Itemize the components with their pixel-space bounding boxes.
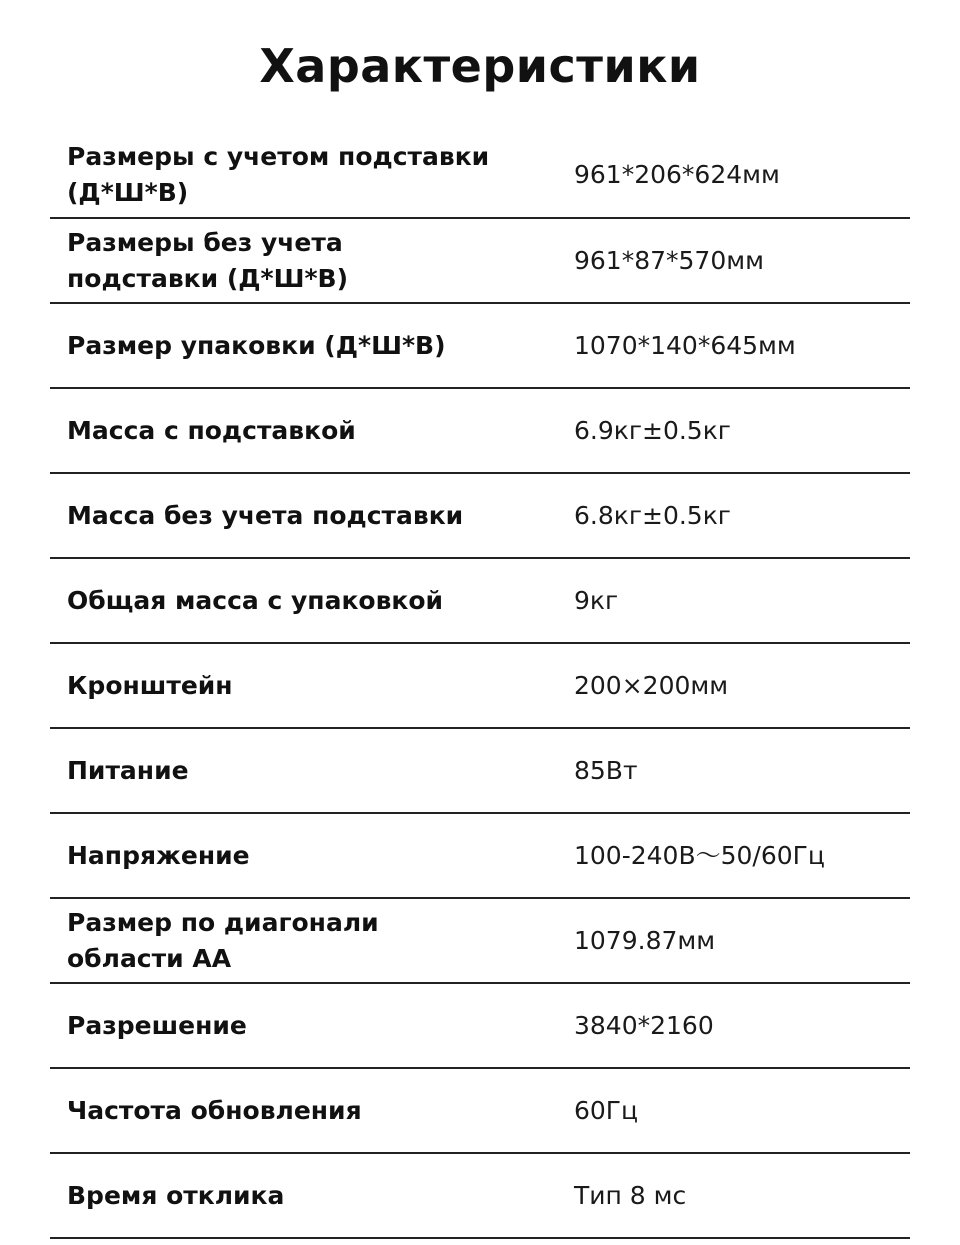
spec-label: Размеры без учета подставки (Д*Ш*В) <box>67 227 349 293</box>
spec-label: Общая масса с упаковкой <box>67 585 444 615</box>
spec-value: 961*206*624мм <box>574 160 780 189</box>
spec-value: 6.9кг±0.5кг <box>574 415 731 445</box>
spec-value: 3840*2160 <box>574 1010 714 1040</box>
spec-value: 6.8кг±0.5кг <box>574 500 731 530</box>
spec-value: 60Гц <box>574 1095 639 1125</box>
spec-row-weight-with-stand <box>50 389 910 474</box>
spec-label: Время отклика <box>67 1180 285 1210</box>
spec-label: Размеры с учетом подставки (Д*Ш*В) <box>67 142 490 207</box>
spec-value: 200×200мм <box>574 670 729 700</box>
spec-row-package-size <box>50 304 910 389</box>
spec-label: Размер упаковки (Д*Ш*В) <box>67 330 446 360</box>
page-title: Характеристики <box>259 39 701 93</box>
spec-label: Масса с подставкой <box>67 415 356 445</box>
spec-value: 1079.87мм <box>574 925 716 955</box>
spec-value: 1070*140*645мм <box>574 330 796 360</box>
spec-row-response-time <box>50 1154 910 1239</box>
spec-row-diagonal <box>50 899 910 984</box>
spec-value: 961*87*570мм <box>574 245 764 275</box>
spec-value: 9кг <box>574 585 619 615</box>
spec-label: Разрешение <box>67 1010 247 1040</box>
spec-row-resolution <box>50 984 910 1069</box>
spec-table <box>50 133 910 1239</box>
spec-row-bracket <box>50 644 910 729</box>
spec-row-weight-without-stand <box>50 474 910 559</box>
spec-label: Масса без учета подставки <box>67 500 464 530</box>
spec-row-power <box>50 729 910 814</box>
spec-label: Напряжение <box>67 840 250 870</box>
spec-label: Питание <box>67 755 189 785</box>
spec-row-refresh-rate <box>50 1069 910 1154</box>
spec-row-gross-weight <box>50 559 910 644</box>
spec-value: 85Вт <box>574 755 638 785</box>
spec-row-dimensions-with-stand <box>50 133 910 219</box>
spec-label: Частота обновления <box>67 1095 362 1125</box>
spec-label: Размер по диагонали области АА <box>67 907 379 973</box>
spec-row-voltage <box>50 814 910 899</box>
spec-label: Кронштейн <box>67 670 233 700</box>
spec-value: Тип 8 мс <box>574 1180 687 1210</box>
spec-row-dimensions-without-stand <box>50 219 910 304</box>
spec-value: 100-240В〜50/60Гц <box>574 840 825 870</box>
